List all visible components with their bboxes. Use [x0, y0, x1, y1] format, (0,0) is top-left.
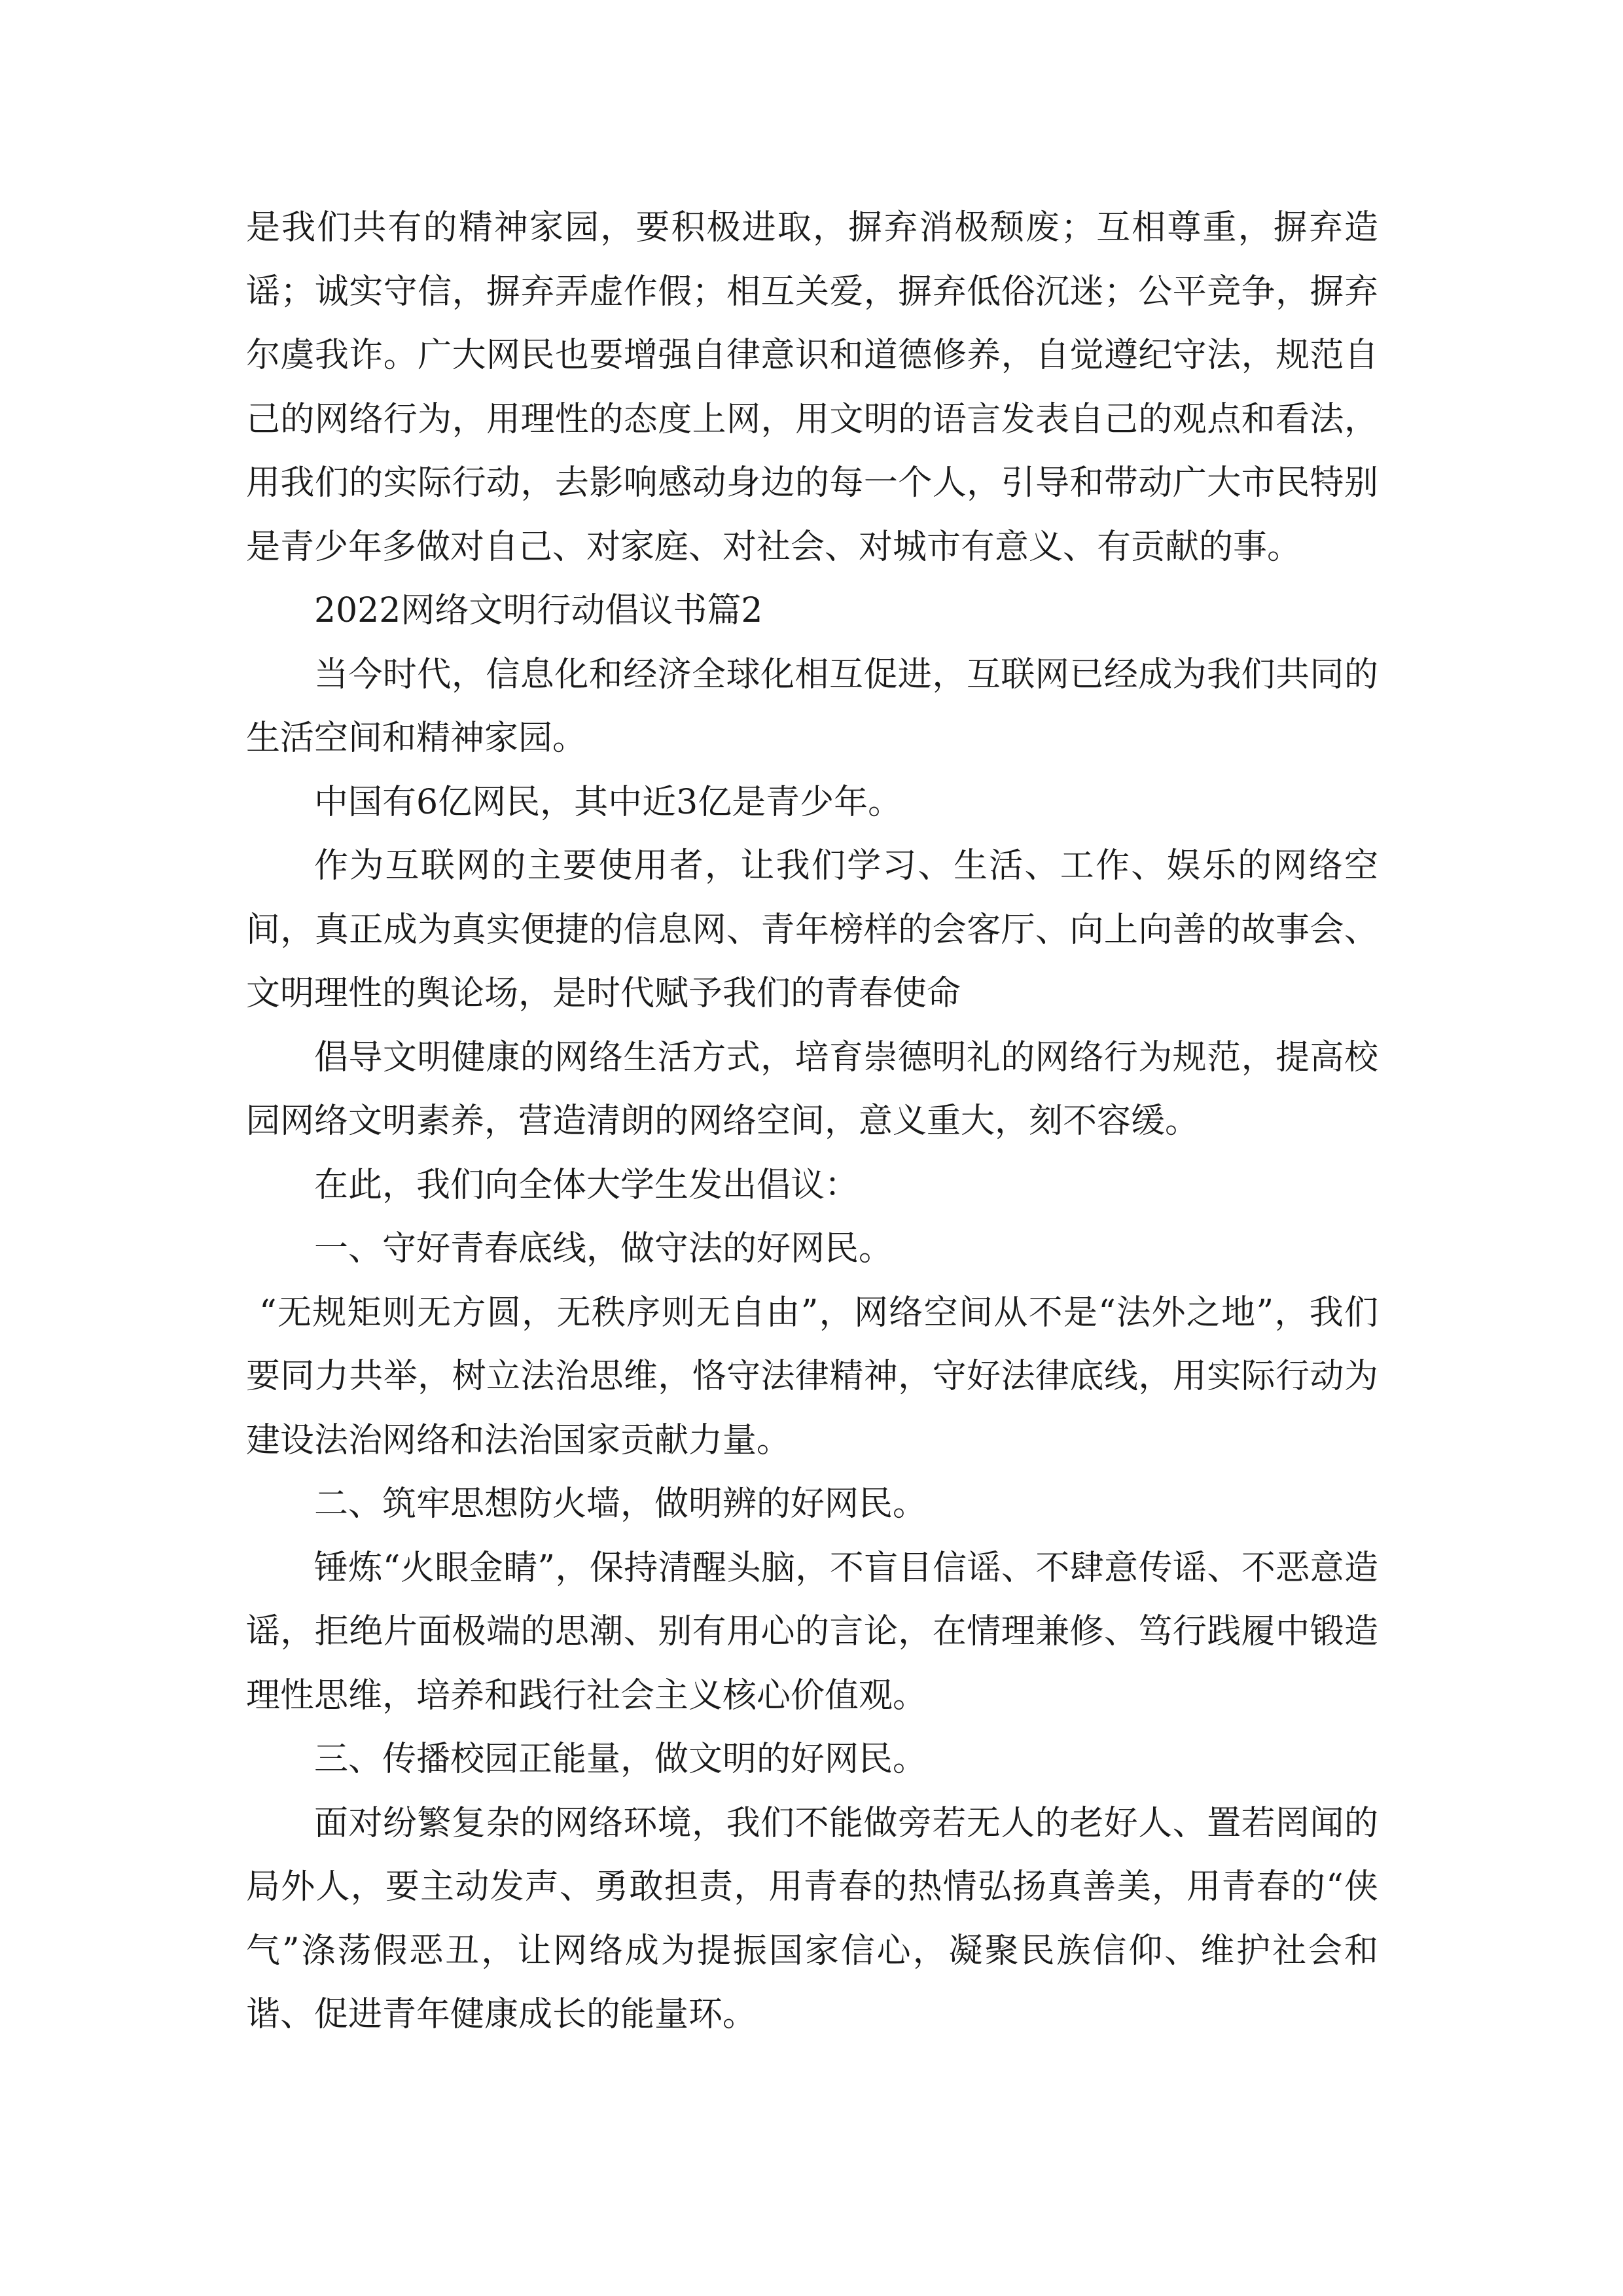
- point-heading: 一、守好青春底线，做守法的好网民。: [314, 1229, 893, 1268]
- document-body: [246, 196, 1378, 2047]
- paragraph-continuation: 是我们共有的精神家园，要积极进取，摒弃消极颓废；互相尊重，摒弃造谣；诚实守信，摒弃弄虚作假；相互关爱，摒弃低俗沉迷；公平竞争，摒弃尔虞我诈。广大网民也要增强自律意识和道德修养，自觉遵纪守法，规范自己的网络行为，用理性的态度上网，用文明的语言发表自己的观点和看法，用我们的实际行动，去影响感动身边的每一个人，引导和带动广大市民特别是青少年多做对自己、对家庭、对社会、对城市有意义、有贡献的事。: [246, 208, 1378, 567]
- paragraph: 在此，我们向全体大学生发出倡议：: [314, 1165, 859, 1205]
- paragraph: 锤炼“火眼金睛”，保持清醒头脑，不盲目信谣、不肆意传谣、不恶意造谣，拒绝片面极端的思潮、别有用心的言论，在情理兼修、笃行践履中锻造理性思维，培养和践行社会主义核心价值观。: [246, 1548, 1378, 1715]
- section-heading: 2022网络文明行动倡议书篇2: [314, 591, 763, 630]
- paragraph: “无规矩则无方圆，无秩序则无自由”，网络空间从不是“法外之地”，我们要同力共举，树立法治思维，恪守法律精神，守好法律底线，用实际行动为建设法治网络和法治国家贡献力量。: [246, 1293, 1378, 1460]
- paragraph: 作为互联网的主要使用者，让我们学习、生活、工作、娱乐的网络空间，真正成为真实便捷的信息网、青年榜样的会客厅、向上向善的故事会、文明理性的舆论场，是时代赋予我们的青春使命: [246, 846, 1378, 1013]
- paragraph: 当今时代，信息化和经济全球化相互促进，互联网已经成为我们共同的生活空间和精神家园。: [246, 655, 1378, 758]
- paragraph: 倡导文明健康的网络生活方式，培育崇德明礼的网络行为规范，提高校园网络文明素养，营造清朗的网络空间，意义重大，刻不容缓。: [246, 1037, 1378, 1141]
- paragraph: 中国有6亿网民，其中近3亿是青少年。: [314, 782, 902, 822]
- point-heading: 二、筑牢思想防火墙，做明辨的好网民。: [314, 1484, 927, 1524]
- paragraph: 面对纷繁复杂的网络环境，我们不能做旁若无人的老好人、置若罔闻的局外人，要主动发声、勇敢担责，用青春的热情弘扬真善美，用青春的“侠气”涤荡假恶丑，让网络成为提振国家信心，凝聚民族信仰、维护社会和谐、促进青年健康成长的能量环。: [246, 1803, 1378, 2034]
- point-heading: 三、传播校园正能量，做文明的好网民。: [314, 1740, 927, 1779]
